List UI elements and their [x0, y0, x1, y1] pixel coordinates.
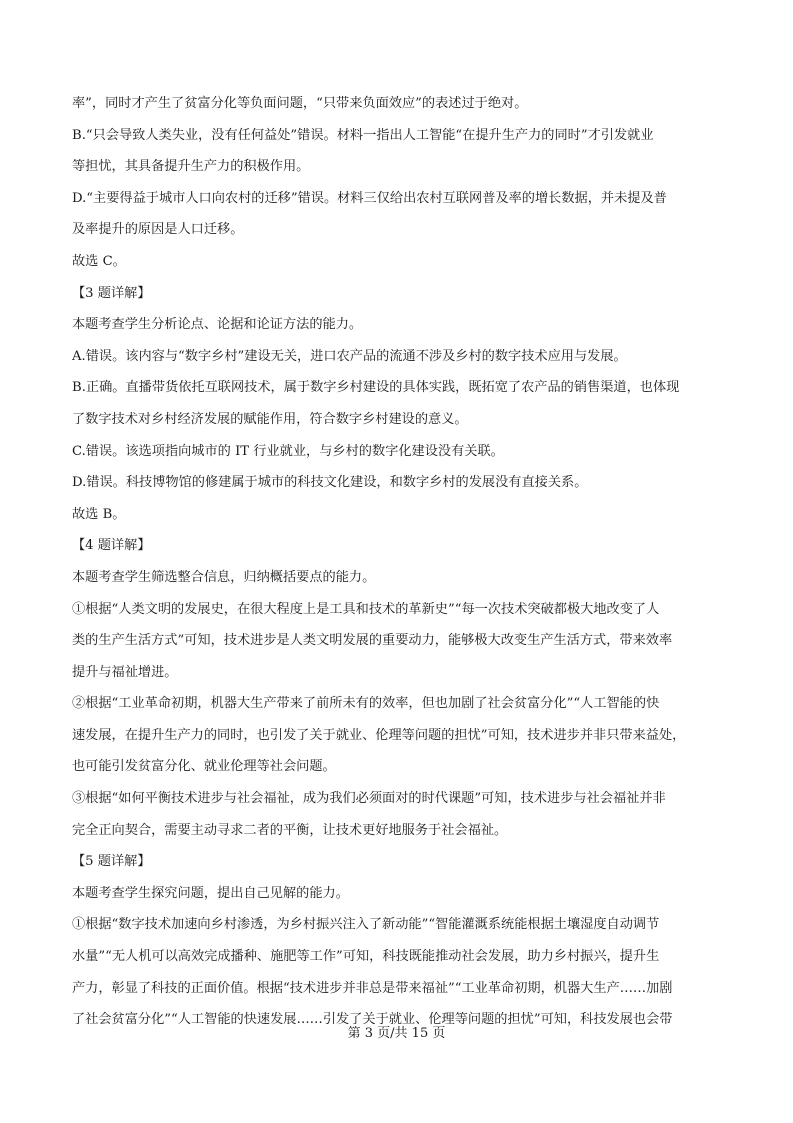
- text-line: 本题考查学生分析论点、论据和论证方法的能力。: [72, 317, 363, 333]
- document-body: [72, 94, 722, 1042]
- text-line: 率”，同时才产生了贫富分化等负面问题，“只带来负面效应”的表述过于绝对。: [72, 96, 528, 111]
- text-line: 类的生产生活方式”可知，技术进步是人类文明发展的重要动力，能够极大改变生产生活方式，带来效率: [72, 633, 673, 649]
- section-heading: 【5 题详解】: [72, 854, 151, 870]
- text-line: 产力，彰显了科技的正面价值。根据“技术进步并非总是带来福祉”“工业革命初期，机器大生产……加剧: [72, 980, 673, 996]
- text-line: 提升与福祉增进。: [72, 664, 178, 680]
- text-line: 本题考查学生探究问题，提出自己见解的能力。: [72, 885, 349, 901]
- page-number: 第 3 页/共 15 页: [347, 1026, 446, 1041]
- text-line: C.错误。该选项指向城市的 IT 行业就业，与乡村的数字化建设没有关联。: [72, 443, 504, 459]
- text-line: 了数字技术对乡村经济发展的赋能作用，符合数字乡村建设的意义。: [72, 411, 468, 427]
- text-line: ②根据“工业革命初期，机器大生产带来了前所未有的效率，但也加剧了社会贫富分化”“人工智能的快: [72, 696, 660, 712]
- text-line: ①根据“数字技术加速向乡村渗透，为乡村振兴注入了新动能”“智能灌溉系统能根据土壤湿度自动调节: [72, 917, 660, 933]
- text-line: 故选 B。: [72, 506, 126, 522]
- text-line: B.正确。直播带货依托互联网技术，属于数字乡村建设的具体实践，既拓宽了农产品的销售渠道，也体现: [72, 380, 680, 396]
- text-line: 本题考查学生筛选整合信息，归纳概括要点的能力。: [72, 569, 376, 585]
- text-line: A.错误。该内容与“数字乡村”建设无关，进口农产品的流通不涉及乡村的数字技术应用与发展。: [72, 348, 627, 364]
- text-line: 了社会贫富分化”“人工智能的快速发展……引发了关于就业、伦理等问题的担忧”可知，科技发展也会带: [72, 1012, 673, 1028]
- section-heading: 【3 题详解】: [72, 285, 151, 301]
- text-line: ③根据“如何平衡技术进步与社会福祉，成为我们必须面对的时代课题”可知，技术进步与社会福祉并非: [72, 791, 666, 807]
- text-line: 水量”“无人机可以高效完成播种、施肥等工作”可知，科技既能推动社会发展，助力乡村振兴，提升生: [72, 949, 660, 965]
- text-line: 等担忧，其具备提升生产力的积极作用。: [72, 159, 310, 175]
- text-line: 故选 C。: [72, 253, 126, 269]
- text-line: 速发展，在提升生产力的同时，也引发了关于就业、伦理等问题的担忧”可知，技术进步并非只带来益处，: [72, 727, 686, 743]
- section-heading: 【4 题详解】: [72, 538, 151, 554]
- text-line: D.错误。科技博物馆的修建属于城市的科技文化建设，和数字乡村的发展没有直接关系。: [72, 475, 588, 491]
- text-line: D.“主要得益于城市人口向农村的迁移”错误。材料三仅给出农村互联网普及率的增长数据，并未提及普: [72, 190, 667, 206]
- text-line: 也可能引发贫富分化、就业伦理等社会问题。: [72, 759, 336, 775]
- text-line: B.“只会导致人类失业，没有任何益处”错误。材料一指出人工智能“在提升生产力的同时”才引发就业: [72, 127, 654, 143]
- text-line: 及率提升的原因是人口迁移。: [72, 222, 244, 238]
- text-line: ①根据“人类文明的发展史，在很大程度上是工具和技术的革新史”“每一次技术突破都极大地改变了人: [72, 601, 660, 617]
- text-line: 完全正向契合，需要主动寻求二者的平衡，让技术更好地服务于社会福祉。: [72, 822, 508, 838]
